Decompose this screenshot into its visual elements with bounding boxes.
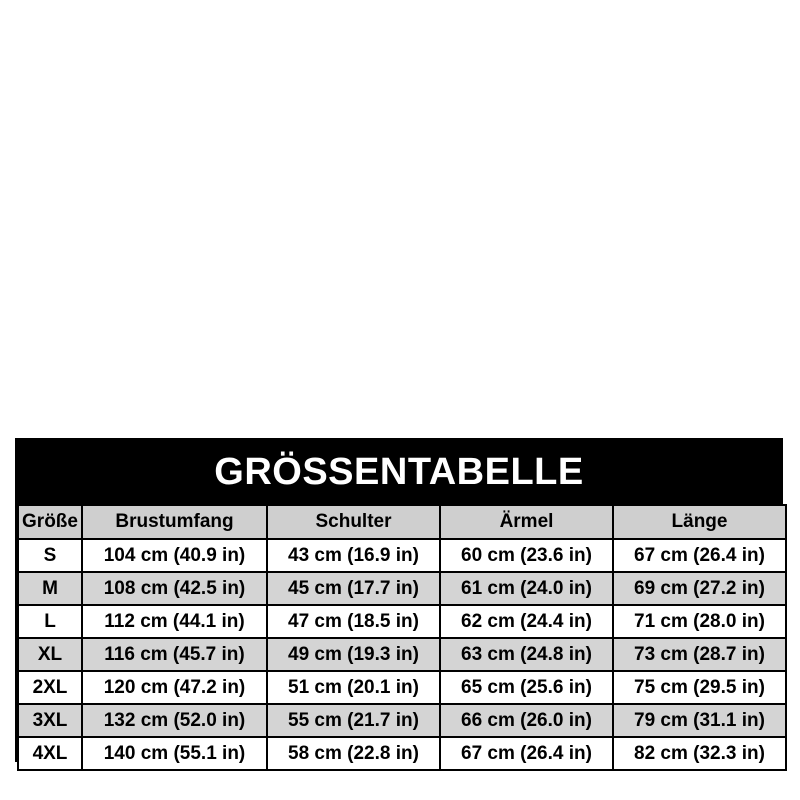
- chest-cell: 112 cm (44.1 in): [82, 605, 267, 638]
- header-row: [18, 505, 786, 539]
- size-cell: S: [18, 539, 82, 572]
- shoulder-cell: 43 cm (16.9 in): [267, 539, 440, 572]
- table-row: [18, 671, 786, 704]
- sleeve-cell: 63 cm (24.8 in): [440, 638, 613, 671]
- table-row: [18, 539, 786, 572]
- chest-cell: 132 cm (52.0 in): [82, 704, 267, 737]
- shoulder-cell: 58 cm (22.8 in): [267, 737, 440, 770]
- sleeve-cell: 65 cm (25.6 in): [440, 671, 613, 704]
- chest-cell: 104 cm (40.9 in): [82, 539, 267, 572]
- size-cell: 3XL: [18, 704, 82, 737]
- table-row: [18, 605, 786, 638]
- length-cell: 79 cm (31.1 in): [613, 704, 786, 737]
- size-cell: L: [18, 605, 82, 638]
- chest-cell: 108 cm (42.5 in): [82, 572, 267, 605]
- table-row: [18, 638, 786, 671]
- header-length: Länge: [613, 505, 786, 539]
- chart-title: GRÖSSENTABELLE: [214, 451, 584, 493]
- sleeve-cell: 67 cm (26.4 in): [440, 737, 613, 770]
- length-cell: 69 cm (27.2 in): [613, 572, 786, 605]
- header-shoulder: Schulter: [267, 505, 440, 539]
- shoulder-cell: 49 cm (19.3 in): [267, 638, 440, 671]
- size-cell: 2XL: [18, 671, 82, 704]
- table-row: [18, 737, 786, 770]
- header-chest: Brustumfang: [82, 505, 267, 539]
- header-size: Größe: [18, 505, 82, 539]
- length-cell: 82 cm (32.3 in): [613, 737, 786, 770]
- sleeve-cell: 62 cm (24.4 in): [440, 605, 613, 638]
- header-sleeve: Ärmel: [440, 505, 613, 539]
- size-cell: XL: [18, 638, 82, 671]
- sleeve-cell: 61 cm (24.0 in): [440, 572, 613, 605]
- shoulder-cell: 45 cm (17.7 in): [267, 572, 440, 605]
- length-cell: 75 cm (29.5 in): [613, 671, 786, 704]
- shoulder-cell: 51 cm (20.1 in): [267, 671, 440, 704]
- size-cell: 4XL: [18, 737, 82, 770]
- length-cell: 71 cm (28.0 in): [613, 605, 786, 638]
- table-row: [18, 572, 786, 605]
- length-cell: 67 cm (26.4 in): [613, 539, 786, 572]
- shoulder-cell: 47 cm (18.5 in): [267, 605, 440, 638]
- table-row: [18, 704, 786, 737]
- sleeve-cell: 60 cm (23.6 in): [440, 539, 613, 572]
- sleeve-cell: 66 cm (26.0 in): [440, 704, 613, 737]
- length-cell: 73 cm (28.7 in): [613, 638, 786, 671]
- size-chart: [15, 438, 783, 762]
- chest-cell: 120 cm (47.2 in): [82, 671, 267, 704]
- size-cell: M: [18, 572, 82, 605]
- shoulder-cell: 55 cm (21.7 in): [267, 704, 440, 737]
- chest-cell: 140 cm (55.1 in): [82, 737, 267, 770]
- chest-cell: 116 cm (45.7 in): [82, 638, 267, 671]
- size-table: [17, 504, 787, 771]
